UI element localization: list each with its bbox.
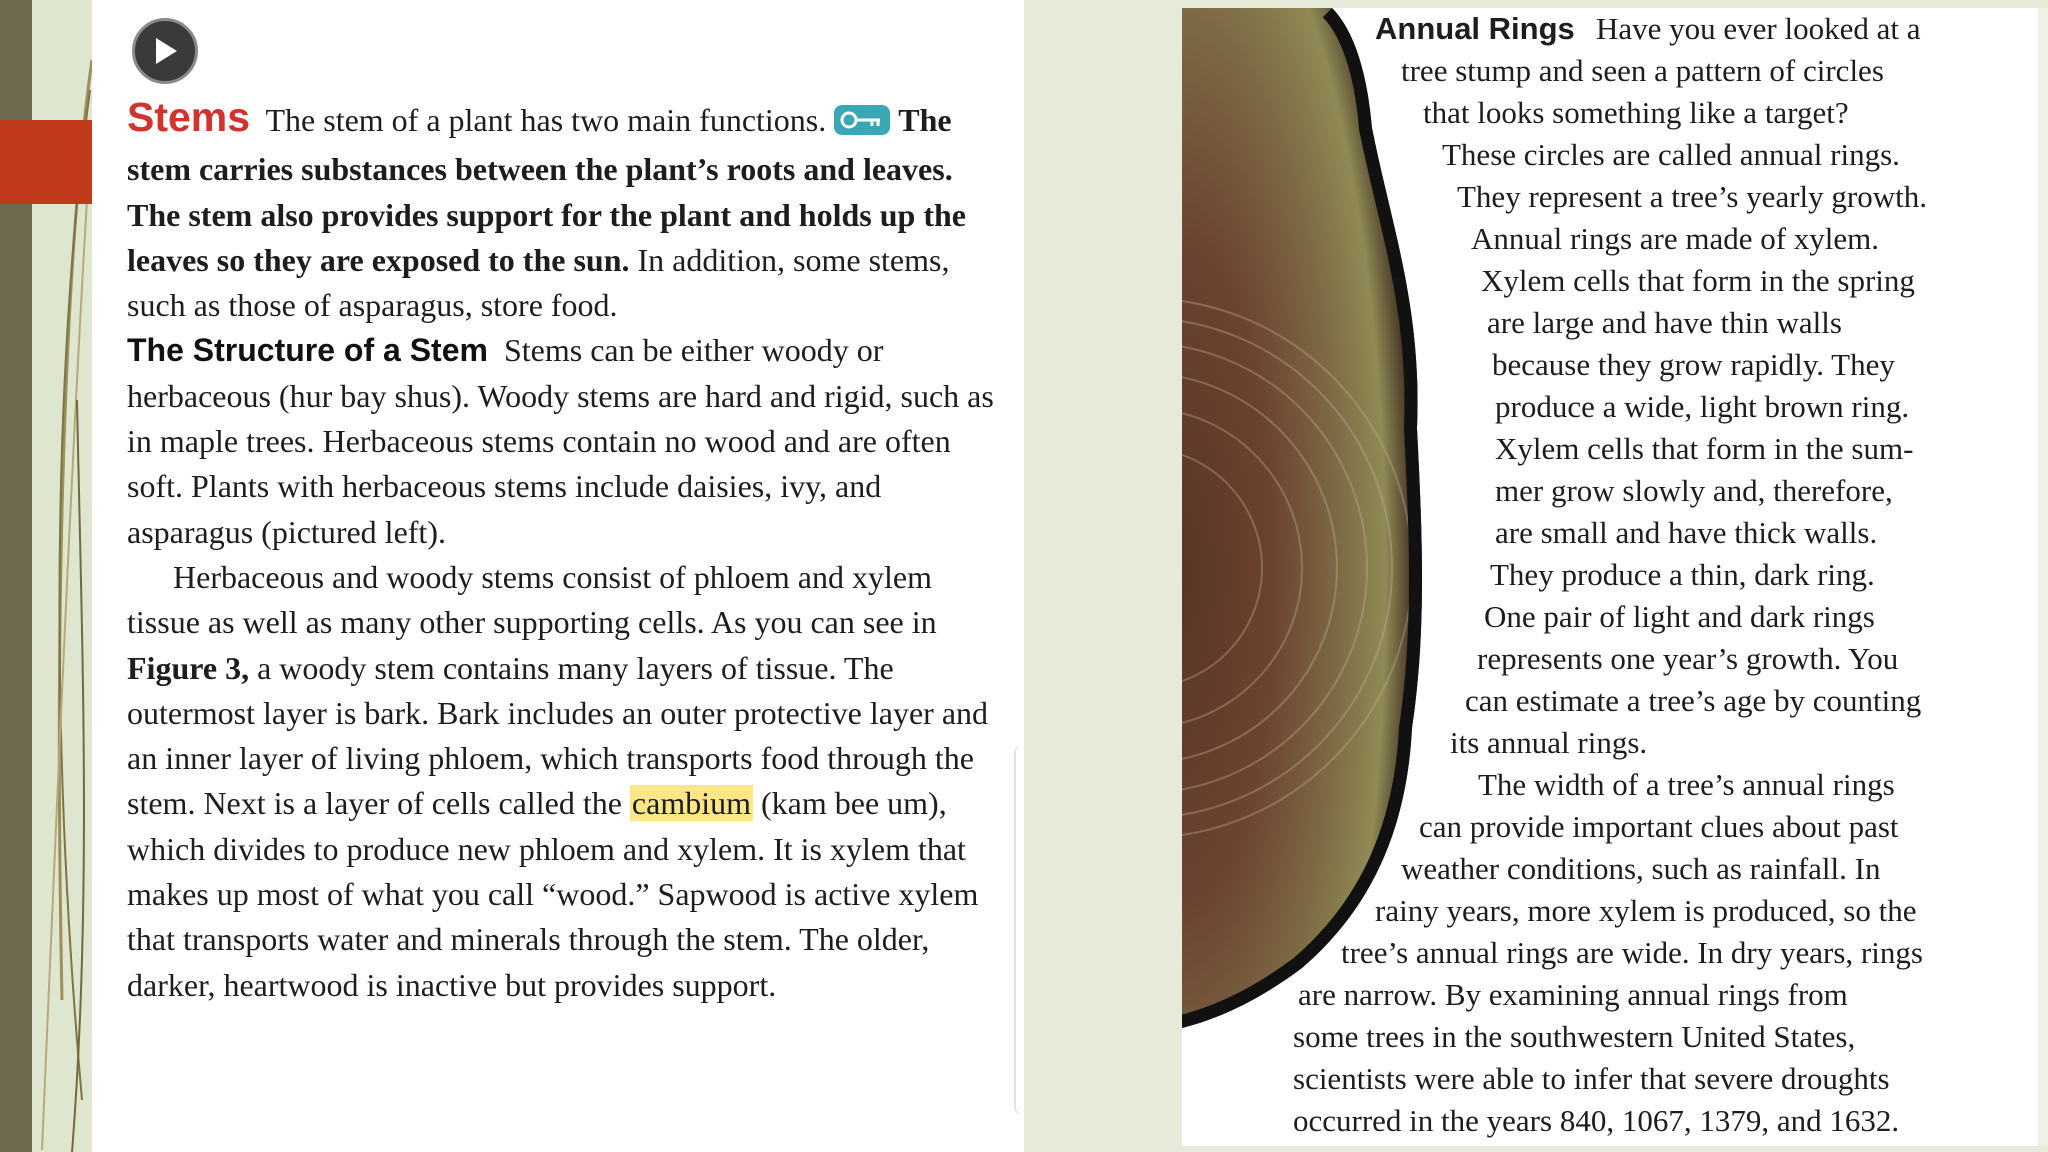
rings-line: One pair of light and dark rings — [1484, 599, 1875, 634]
rings-line: are narrow. By examining annual rings from — [1298, 977, 1848, 1012]
rings-line: some trees in the southwestern United States, — [1293, 1019, 1856, 1054]
right-page-edge — [2038, 8, 2048, 1146]
rings-line: tree’s annual rings are wide. In dry years, rings — [1341, 935, 1923, 970]
annual-rings-heading: Annual Rings — [1375, 11, 1575, 46]
right-textbook-page — [1182, 8, 2048, 1146]
structure-para2-b: a woody stem contains many layers of tissue. The outermost layer is bark. Bark includes an outer protective layer and an inner layer of living phloem, which transports food through the stem. Next is a layer of cells called the — [127, 649, 989, 822]
stems-heading: Stems — [127, 94, 251, 140]
rings-line: produce a wide, light brown ring. — [1495, 389, 1910, 424]
rings-line: that looks something like a target? — [1423, 95, 1849, 130]
play-button[interactable] — [132, 18, 198, 84]
structure-heading: The Structure of a Stem — [127, 332, 488, 369]
left-textbook-page — [92, 0, 1024, 1152]
structure-para2-c: (kam bee um), which divides to produce new phloem and xylem. It is xylem that makes up most of what you call “wood.” Sapwood is active xylem that transports water and minerals through the stem. The older, darker, heartwood is inactive but provides support. — [127, 785, 979, 1003]
rings-line: are large and have thin walls — [1487, 305, 1842, 340]
stems-intro: The stem of a plant has two main functions. — [265, 102, 827, 138]
stems-paragraph — [127, 95, 1007, 328]
rings-line: Annual rings are made of xylem. — [1471, 221, 1880, 256]
left-text-column — [127, 95, 1007, 1008]
structure-paragraph — [127, 328, 1007, 554]
stems-key-concept: The stem carries substances between the plant’s roots and leaves. The stem also provides support for the plant and holds up the leaves so they are exposed to the sun. — [127, 102, 966, 278]
stems-rest: In addition, some stems, such as those of asparagus, store food. — [127, 241, 950, 324]
key-icon — [834, 102, 890, 147]
rings-line: The width of a tree’s annual rings — [1478, 767, 1895, 802]
rings-line: can estimate a tree’s age by counting — [1465, 683, 1922, 718]
highlighted-term-cambium: cambium — [631, 785, 751, 822]
play-icon — [151, 36, 179, 66]
structure-paragraph-2 — [127, 555, 1007, 1008]
rings-line: because they grow rapidly. They — [1492, 347, 1895, 382]
page-edge — [1014, 745, 1024, 1115]
rings-line: mer grow slowly and, therefore, — [1495, 473, 1893, 508]
rings-line: They represent a tree’s yearly growth. — [1457, 179, 1927, 214]
rings-line: are small and have thick walls. — [1495, 515, 1878, 550]
rings-line: tree stump and seen a pattern of circles — [1401, 53, 1884, 88]
rings-line: Xylem cells that form in the spring — [1481, 263, 1915, 298]
structure-para2-a: Herbaceous and woody stems consist of phloem and xylem tissue as well as many other supporting cells. As you can see in — [127, 558, 937, 641]
rings-line: represents one year’s growth. You — [1477, 641, 1899, 676]
rings-line: weather conditions, such as rainfall. In — [1401, 851, 1881, 886]
rings-line: rainy years, more xylem is produced, so the — [1375, 893, 1917, 928]
rings-line: Have you ever looked at a — [1596, 11, 1921, 46]
structure-para1: Stems can be either woody or herbaceous (hur bay shus). Woody stems are hard and rigid, such as in maple trees. Herbaceous stems contain no wood and are often soft. Plants with herbaceous stems include daisies, ivy, and asparagus (pictured left). — [127, 332, 994, 550]
rings-line: These circles are called annual rings. — [1442, 137, 1900, 172]
page-gap — [1024, 0, 1182, 1152]
red-tab-marker — [0, 120, 92, 204]
figure-reference: Figure 3, — [127, 649, 250, 686]
rings-line: occurred in the years 840, 1067, 1379, and 1632. — [1293, 1103, 1900, 1138]
rings-line: can provide important clues about past — [1419, 809, 1899, 844]
rings-line: Xylem cells that form in the sum- — [1495, 431, 1914, 466]
rings-line: its annual rings. — [1450, 725, 1648, 760]
rings-line: scientists were able to infer that severe droughts — [1293, 1061, 1890, 1096]
rings-line: They produce a thin, dark ring. — [1490, 557, 1875, 592]
